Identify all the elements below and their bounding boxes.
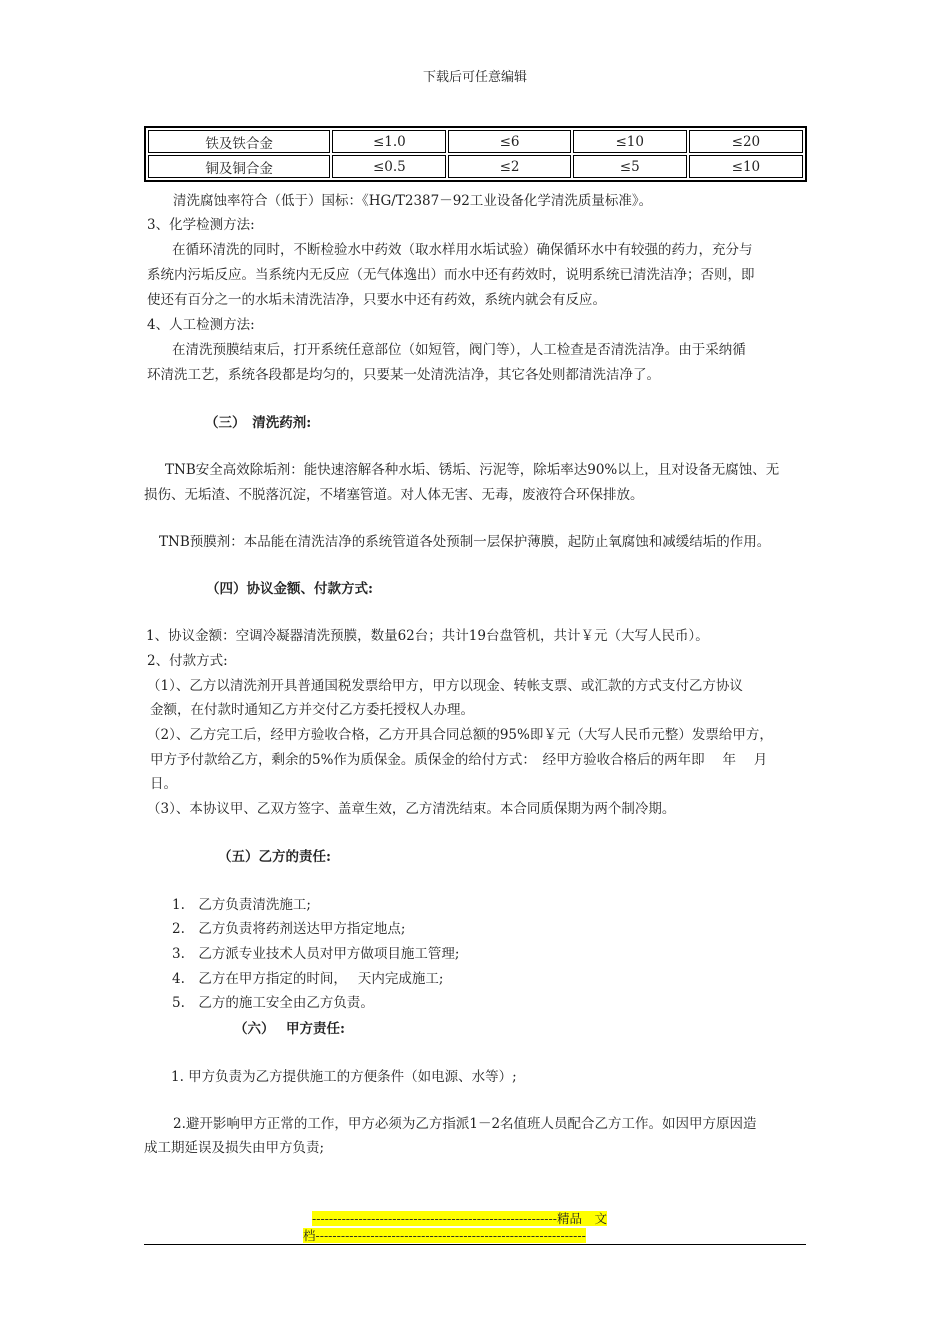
standard-line: 清洗腐蚀率符合（低于）国标：《HG/T2387－92工业设备化学清洗质量标准》。 xyxy=(173,193,653,209)
table-cell: ≤2 xyxy=(448,155,570,178)
paragraph-line: 成工期延误及损失由甲方负责; xyxy=(144,1140,325,1156)
paragraph-line: 1. 甲方负责为乙方提供施工的方便条件（如电源、水等）; xyxy=(171,1069,517,1085)
paragraph-line: 1、协议金额：空调冷凝器清洗预膜，数量62台；共计19台盘管机，共计￥元（大写人民币）。 xyxy=(146,628,709,644)
table-cell: ≤0.5 xyxy=(332,155,446,178)
paragraph-line: （1）、乙方以清洗剂开具普通国税发票给甲方，甲方以现金、转帐支票、或汇款的方式支付乙方协议 xyxy=(147,678,743,694)
page-header: 下载后可任意编辑 xyxy=(422,70,527,85)
list-item: 4. 乙方在甲方指定的时间， 天内完成施工; xyxy=(172,971,444,987)
section-title: （五）乙方的责任: xyxy=(218,849,331,865)
list-item: 1. 乙方负责清洗施工; xyxy=(172,897,311,913)
section-title: （三） 清洗药剂: xyxy=(205,415,312,431)
paragraph-line: （3）、本协议甲、乙双方签字、盖章生效，乙方清洗结束。本合同质保期为两个制冷期。 xyxy=(147,801,676,817)
paragraph-line: 环清洗工艺，系统各段都是均匀的，只要某一处清洗洁净，其它各处则都清洗洁净了。 xyxy=(147,367,660,383)
table-row xyxy=(148,155,803,178)
table-cell: ≤6 xyxy=(448,130,570,153)
paragraph-line: 甲方予付款给乙方，剩余的5%作为质保金。质保金的给付方式： 经甲方验收合格后的两年即 年 月 xyxy=(150,752,768,768)
paragraph-line: 2.避开影响甲方正常的工作，甲方必须为乙方指派1－2名值班人员配合乙方工作。如因甲方原因造 xyxy=(173,1116,757,1132)
list-item: 2. 乙方负责将药剂送达甲方指定地点; xyxy=(172,921,406,937)
paragraph-line: 损伤、无垢渣、不脱落沉淀，不堵塞管道。对人体无害、无毒，废液符合环保排放。 xyxy=(144,487,644,503)
corrosion-rate-table xyxy=(144,126,807,182)
list-item: 3. 乙方派专业技术人员对甲方做项目施工管理; xyxy=(172,946,460,962)
paragraph-line: 2、付款方式: xyxy=(147,653,228,669)
footer-watermark-line: 档---------------------------------------------------------------- xyxy=(303,1228,586,1243)
table-cell: ≤10 xyxy=(689,155,803,178)
paragraph-line: （2）、乙方完工后，经甲方验收合格，乙方开具合同总额的95%即￥元（大写人民币元整）发票给甲方， xyxy=(147,727,773,743)
list-item: 5. 乙方的施工安全由乙方负责。 xyxy=(172,995,374,1011)
paragraph-line: 使还有百分之一的水垢未清洗洁净，只要水中还有药效，系统内就会有反应。 xyxy=(147,292,606,308)
table-cell: ≤10 xyxy=(573,130,687,153)
paragraph-line: 日。 xyxy=(150,776,177,792)
table-cell: 铁及铁合金 xyxy=(148,130,330,153)
paragraph-line: TNB预膜剂：本品能在清洗洁净的系统管道各处预制一层保护薄膜，起防止氧腐蚀和减缓结垢的作用。 xyxy=(159,534,771,550)
table-cell: 铜及铜合金 xyxy=(148,155,330,178)
paragraph-line: TNB安全高效除垢剂：能快速溶解各种水垢、锈垢、污泥等，除垢率达90%以上，且对设备无腐蚀、无 xyxy=(165,462,780,478)
section-heading: 3、化学检测方法: xyxy=(147,217,255,233)
table-cell: ≤5 xyxy=(573,155,687,178)
section-title: （六） 甲方责任: xyxy=(234,1021,345,1037)
table-cell: ≤1.0 xyxy=(332,130,446,153)
footer-divider xyxy=(144,1244,806,1245)
paragraph-line: 金额，在付款时通知乙方并交付乙方委托授权人办理。 xyxy=(150,702,474,718)
section-heading: 4、人工检测方法: xyxy=(147,317,255,333)
paragraph-line: 在循环清洗的同时，不断检验水中药效（取水样用水垢试验）确保循环水中有较强的药力，充分与 xyxy=(172,242,753,258)
table-row xyxy=(148,130,803,153)
paragraph-line: 系统内污垢反应。当系统内无反应（无气体逸出）而水中还有药效时，说明系统已清洗洁净；否则，即 xyxy=(147,267,755,283)
paragraph-line: 在清洗预膜结束后，打开系统任意部位（如短管，阀门等），人工检查是否清洗洁净。由于采纳循 xyxy=(172,342,746,358)
section-title: （四）协议金额、付款方式: xyxy=(206,581,373,597)
table-cell: ≤20 xyxy=(689,130,803,153)
footer-watermark-line: ----------------------------------------------------------精品 文 xyxy=(312,1211,607,1226)
